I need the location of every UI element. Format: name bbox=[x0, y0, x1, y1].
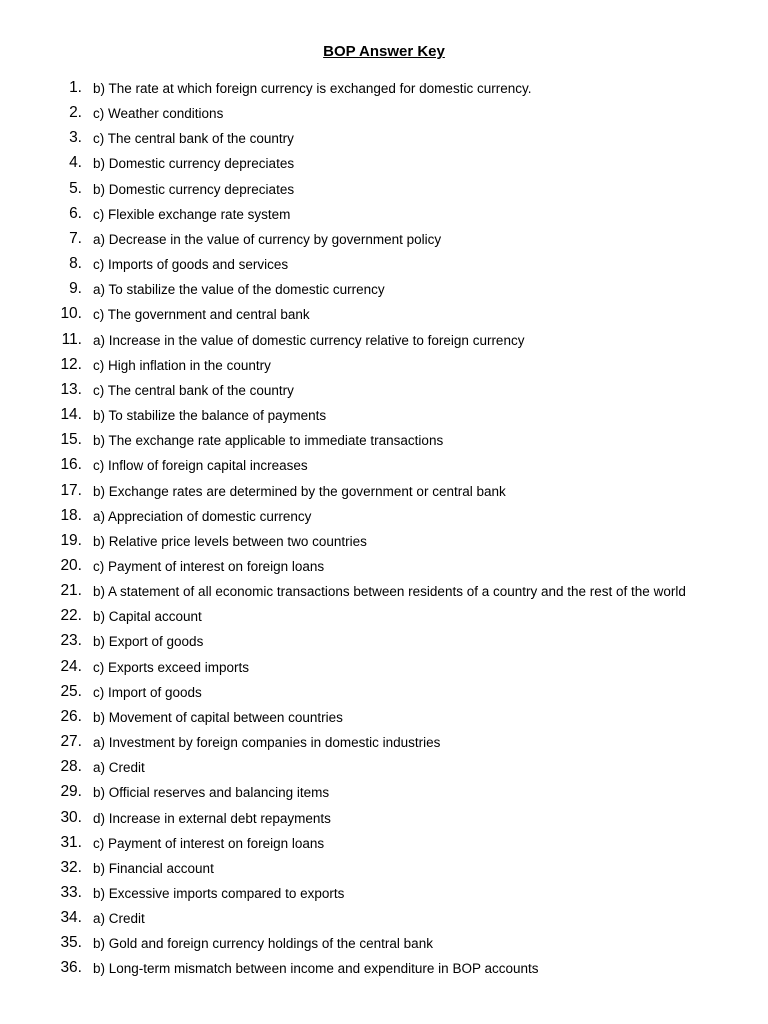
answer-text: b) Official reserves and balancing items bbox=[93, 785, 330, 801]
answer-number: 4. bbox=[69, 154, 82, 172]
answer-number: 29. bbox=[60, 783, 82, 801]
answer-text: a) Decrease in the value of currency by government policy bbox=[93, 231, 442, 247]
answer-text: b) Relative price levels between two countries bbox=[93, 533, 367, 549]
list-item bbox=[0, 907, 768, 932]
list-item bbox=[0, 354, 768, 379]
answer-list bbox=[0, 77, 768, 983]
answer-text: c) Flexible exchange rate system bbox=[93, 206, 291, 222]
answer-number: 3. bbox=[69, 129, 82, 147]
answer-number: 7. bbox=[69, 229, 82, 247]
answer-number: 33. bbox=[60, 884, 82, 901]
list-item bbox=[0, 203, 768, 228]
answer-text: c) Payment of interest on foreign loans bbox=[93, 558, 325, 574]
answer-text: b) To stabilize the balance of payments bbox=[93, 408, 327, 424]
answer-number: 8. bbox=[69, 255, 82, 273]
answer-text: c) Inflow of foreign capital increases bbox=[93, 458, 308, 474]
list-item bbox=[0, 152, 768, 177]
list-item bbox=[0, 454, 768, 479]
list-item bbox=[0, 857, 768, 882]
answer-text: b) Long-term mismatch between income and expenditure in BOP accounts bbox=[93, 961, 539, 977]
answer-text: c) Weather conditions bbox=[93, 106, 224, 122]
answer-number: 22. bbox=[60, 607, 82, 625]
answer-number: 18. bbox=[60, 506, 82, 524]
answer-number: 28. bbox=[60, 758, 82, 776]
list-item bbox=[0, 429, 768, 454]
answer-text: c) The central bank of the country bbox=[93, 382, 294, 398]
list-item bbox=[0, 127, 768, 152]
list-item bbox=[0, 807, 768, 832]
list-item bbox=[0, 404, 768, 429]
answer-text: b) The exchange rate applicable to immediate transactions bbox=[93, 433, 444, 449]
answer-number: 2. bbox=[69, 104, 82, 122]
answer-number: 1. bbox=[69, 79, 82, 96]
answer-number: 17. bbox=[60, 481, 82, 499]
list-item bbox=[0, 228, 768, 253]
answer-text: b) Financial account bbox=[93, 860, 214, 876]
list-item bbox=[0, 102, 768, 127]
answer-text: b) Movement of capital between countries bbox=[93, 709, 343, 725]
list-item bbox=[0, 957, 768, 982]
answer-text: c) Exports exceed imports bbox=[93, 659, 250, 675]
answer-text: c) The government and central bank bbox=[93, 307, 310, 323]
answer-number: 6. bbox=[69, 204, 82, 222]
answer-number: 25. bbox=[60, 682, 82, 700]
list-item bbox=[0, 605, 768, 630]
list-item bbox=[0, 882, 768, 907]
list-item bbox=[0, 253, 768, 278]
answer-text: c) Imports of goods and services bbox=[93, 257, 289, 273]
answer-number: 10. bbox=[60, 305, 82, 323]
answer-number: 16. bbox=[60, 456, 82, 474]
list-item bbox=[0, 329, 768, 354]
list-item bbox=[0, 781, 768, 806]
answer-text: b) Domestic currency depreciates bbox=[93, 181, 295, 197]
answer-number: 12. bbox=[60, 355, 82, 373]
list-item bbox=[0, 480, 768, 505]
list-item bbox=[0, 580, 768, 605]
answer-number: 31. bbox=[60, 833, 82, 851]
answer-number: 15. bbox=[60, 431, 82, 449]
answer-number: 13. bbox=[60, 380, 82, 398]
answer-text: a) Credit bbox=[93, 760, 145, 776]
answer-text: b) A statement of all economic transactions between residents of a country and the rest of the world bbox=[93, 584, 686, 600]
list-item bbox=[0, 681, 768, 706]
list-item bbox=[0, 505, 768, 530]
answer-number: 30. bbox=[60, 808, 82, 826]
answer-number: 34. bbox=[60, 909, 82, 927]
answer-number: 36. bbox=[60, 959, 82, 977]
answer-text: c) Payment of interest on foreign loans bbox=[93, 835, 325, 851]
answer-number: 11. bbox=[61, 330, 82, 348]
list-item bbox=[0, 756, 768, 781]
answer-text: c) Import of goods bbox=[93, 684, 202, 700]
answer-number: 35. bbox=[60, 934, 82, 952]
answer-text: a) Appreciation of domestic currency bbox=[93, 508, 312, 524]
answer-number: 26. bbox=[60, 707, 82, 725]
answer-number: 19. bbox=[60, 531, 82, 549]
answer-text: a) Credit bbox=[93, 911, 145, 927]
answer-text: b) Gold and foreign currency holdings of the central bank bbox=[93, 936, 433, 952]
answer-number: 20. bbox=[60, 556, 82, 574]
answer-number: 14. bbox=[60, 406, 82, 424]
answer-number: 23. bbox=[60, 632, 82, 650]
answer-text: b) Exchange rates are determined by the government or central bank bbox=[93, 483, 506, 499]
answer-text: b) Domestic currency depreciates bbox=[93, 156, 295, 172]
answer-text: b) Capital account bbox=[93, 609, 202, 625]
answer-number: 9. bbox=[69, 280, 82, 298]
list-item bbox=[0, 555, 768, 580]
answer-text: b) The rate at which foreign currency is exchanged for domestic currency. bbox=[93, 81, 532, 96]
list-item bbox=[0, 630, 768, 655]
answer-number: 21. bbox=[60, 582, 82, 600]
list-item bbox=[0, 932, 768, 957]
list-item bbox=[0, 731, 768, 756]
list-item bbox=[0, 832, 768, 857]
list-item bbox=[0, 656, 768, 681]
answer-number: 32. bbox=[60, 858, 82, 876]
list-item bbox=[0, 303, 768, 328]
list-item bbox=[0, 77, 768, 102]
list-item bbox=[0, 530, 768, 555]
list-item bbox=[0, 278, 768, 303]
answer-text: c) The central bank of the country bbox=[93, 131, 294, 147]
list-item bbox=[0, 379, 768, 404]
answer-number: 24. bbox=[60, 657, 82, 675]
answer-text: a) Increase in the value of domestic currency relative to foreign currency bbox=[93, 332, 525, 348]
answer-text: a) To stabilize the value of the domestic currency bbox=[93, 282, 385, 298]
answer-text: d) Increase in external debt repayments bbox=[93, 810, 331, 826]
answer-number: 5. bbox=[69, 179, 82, 197]
answer-number: 27. bbox=[60, 733, 82, 751]
list-item bbox=[0, 178, 768, 203]
answer-text: b) Export of goods bbox=[93, 634, 204, 650]
answer-text: a) Investment by foreign companies in domestic industries bbox=[93, 735, 441, 751]
list-item bbox=[0, 706, 768, 731]
answer-text: b) Excessive imports compared to exports bbox=[93, 886, 345, 901]
page-title: BOP Answer Key bbox=[323, 43, 445, 60]
answer-text: c) High inflation in the country bbox=[93, 357, 271, 373]
